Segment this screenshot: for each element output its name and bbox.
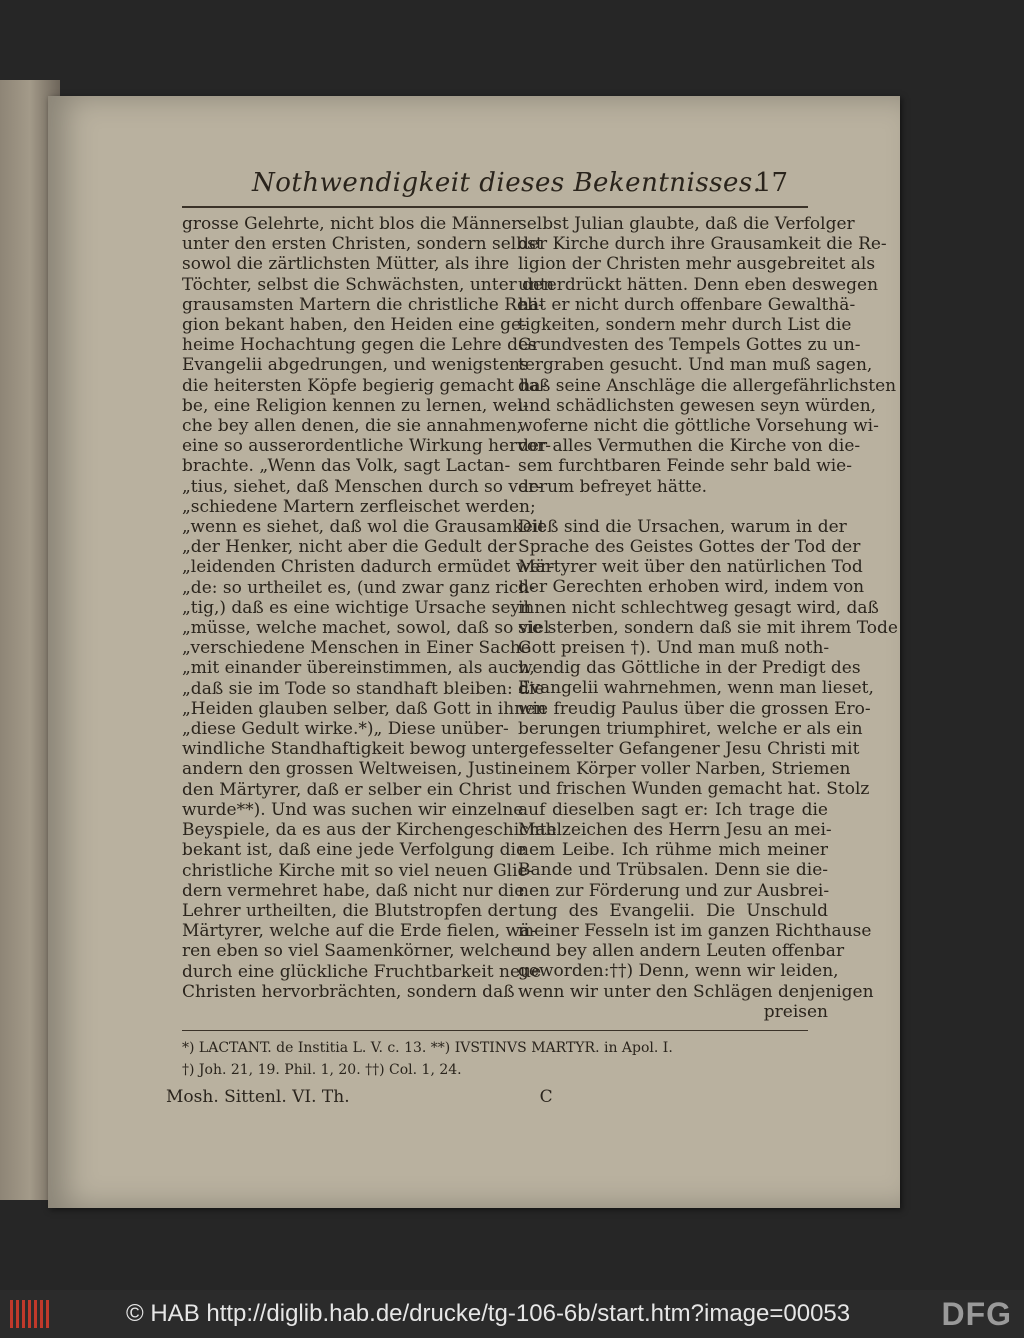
text-line: selbst Julian glaubte, daß die Verfolger (518, 214, 855, 234)
text-line: ligion der Christen mehr ausgebreitet als (518, 254, 876, 275)
paragraph-gap (518, 497, 828, 517)
text-line: che bey allen denen, die sie annahmen, (182, 416, 523, 437)
text-line: Gott preisen †). Und man muß noth- (518, 638, 830, 659)
text-line: und frischen Wunden gemacht hat. Stolz (518, 779, 870, 800)
text-line: berungen triumphiret, welche er als ein (518, 718, 863, 739)
hab-barcode-logo-icon (10, 1300, 50, 1328)
text-line: Mahlzeichen des Herrn Jesu an mei- (518, 819, 832, 840)
text-line: meiner Fesseln ist im ganzen Richthause (518, 920, 872, 941)
right-column-paragraph-2 (518, 516, 898, 1002)
text-line: heime Hochachtung gegen die Lehre des (182, 335, 537, 356)
text-line: Evangelii wahrnehmen, wenn man lieset, (518, 678, 874, 699)
text-line: Töchter, selbst die Schwächsten, unter den (182, 274, 555, 295)
text-line: Bande und Trübsalen. Denn sie die- (518, 860, 828, 881)
text-line: sem furchtbaren Feinde sehr bald wie- (518, 456, 852, 477)
signature-left: Mosh. Sittenl. VI. Th. (166, 1086, 350, 1107)
text-line: bekant ist, daß eine jede Verfolgung die (182, 840, 527, 861)
page-content (118, 166, 898, 1107)
text-line: hat er nicht durch offenbare Gewalthä- (518, 294, 856, 315)
book-page (48, 96, 900, 1208)
text-line: „tig,) daß es eine wichtige Ursache seyn (182, 597, 531, 618)
text-line: Märtyrer, welche auf die Erde fielen, wä- (182, 921, 536, 942)
text-line: ren eben so viel Saamenkörner, welche (182, 941, 521, 962)
text-line: „tius, siehet, daß Menschen durch so ver- (182, 476, 542, 497)
text-line: „der Henker, nicht aber die Gedult der (182, 537, 517, 558)
text-line: tigkeiten, sondern mehr durch List die (518, 315, 852, 336)
text-line: wurde**). Und was suchen wir einzelne (182, 799, 524, 820)
text-line: tergraben gesucht. Und man muß sagen, (518, 355, 873, 376)
right-column (518, 214, 898, 1022)
signature-mark: C (539, 1086, 553, 1107)
running-head (182, 166, 808, 208)
left-column (182, 214, 557, 1022)
text-line: daß seine Anschläge die allergefährlichsten (518, 375, 897, 396)
text-line: „daß sie im Tode so standhaft bleiben: die (182, 678, 545, 699)
text-line: wie freudig Paulus über die grossen Ero- (518, 698, 871, 719)
text-line: und schädlichsten gewesen seyn würden, (518, 395, 877, 416)
text-line: „diese Gedult wirke.*)„ Diese unüber- (182, 719, 509, 740)
text-line: durch eine glückliche Fruchtbarkeit neue (182, 961, 542, 982)
text-line: wenn wir unter den Schlägen denjenigen (518, 981, 874, 1002)
text-line: grausamsten Martern die christliche Reli- (182, 294, 544, 315)
text-line: Märtyrer weit über den natürlichen Tod (518, 557, 863, 578)
footer-bar (0, 1290, 1024, 1338)
text-line: nen zur Förderung und zur Ausbrei- (518, 880, 830, 901)
text-line: christliche Kirche mit so viel neuen Glie- (182, 860, 534, 881)
text-line: derum befreyet hätte. (518, 476, 708, 497)
text-line: unterdrückt hätten. Denn eben deswegen (518, 274, 879, 295)
footnote-line: †) Joh. 21, 19. Phil. 1, 20. ††) Col. 1, 24. (182, 1061, 462, 1078)
text-line: der alles Vermuthen die Kirche von die- (518, 436, 861, 457)
text-line: Lehrer urtheilten, die Blutstropfen der (182, 900, 517, 921)
text-line: „wenn es siehet, daß wol die Grausamkeit (182, 517, 546, 538)
text-line: wendig das Göttliche in der Predigt des (518, 658, 861, 679)
text-line: ihnen nicht schlechtweg gesagt wird, daß (518, 597, 879, 618)
text-line: be, eine Religion kennen zu lernen, wel- (182, 395, 529, 416)
text-line: gion bekant haben, den Heiden eine ge- (182, 315, 527, 336)
text-line: nem Leibe. Ich rühme mich meiner (518, 840, 828, 861)
text-line: eine so ausserordentliche Wirkung hervor- (182, 436, 551, 457)
dfg-logo: DFG (941, 1296, 1012, 1332)
signature-line (166, 1087, 808, 1107)
page-number: 17 (754, 168, 788, 198)
text-line: die heitersten Köpfe begierig gemacht ha- (182, 375, 547, 396)
text-line: Christen hervorbrächten, sondern daß (182, 981, 515, 1002)
copyright-url[interactable]: © HAB http://diglib.hab.de/drucke/tg-106-6b/start.htm?image=00053 (126, 1300, 851, 1327)
text-line: geworden:††) Denn, wenn wir leiden, (518, 961, 839, 982)
text-line: brachte. „Wenn das Volk, sagt Lactan- (182, 456, 511, 477)
text-line: gefesselter Gefangener Jesu Christi mit (518, 739, 860, 760)
text-line: „Heiden glauben selber, daß Gott in ihnen (182, 698, 547, 719)
text-line: unter den ersten Christen, sondern selbst (182, 234, 543, 255)
text-line: sie sterben, sondern daß sie mit ihrem Tode (518, 617, 898, 638)
text-line: und bey allen andern Leuten offenbar (518, 941, 845, 962)
text-line: auf dieselben sagt er: Ich trage die (518, 799, 828, 820)
footnote-line: *) LACTANT. de Institia L. V. c. 13. **) IVSTINVS MARTYR. in Apol. I. (182, 1039, 673, 1056)
text-line: windliche Standhaftigkeit bewog unter (182, 739, 519, 760)
text-line: Grundvesten des Tempels Gottes zu un- (518, 335, 861, 356)
text-line: Evangelii abgedrungen, und wenigstens (182, 355, 529, 376)
text-line: der Gerechten erhoben wird, indem von (518, 577, 865, 598)
running-title: Nothwendigkeit dieses Bekentnisses. (252, 168, 762, 198)
text-line: „verschiedene Menschen in Einer Sache (182, 638, 531, 659)
text-line: dern vermehret habe, daß nicht nur die (182, 880, 525, 901)
text-columns (182, 214, 898, 1022)
footnotes (182, 1030, 808, 1081)
text-line: grosse Gelehrte, nicht blos die Männer (182, 214, 520, 234)
text-line: Beyspiele, da es aus der Kirchengeschichte (182, 820, 557, 841)
text-line: „schiedene Martern zerfleischet werden; (182, 496, 536, 517)
text-line: Sprache des Geistes Gottes der Tod der (518, 537, 861, 558)
text-line: andern den grossen Weltweisen, Justin (182, 759, 518, 780)
text-line: sowol die zärtlichsten Mütter, als ihre (182, 254, 510, 275)
right-column-paragraph-1 (518, 214, 897, 497)
text-line: woferne nicht die göttliche Vorsehung wi- (518, 416, 879, 437)
text-line: „de: so urtheilet es, (und zwar ganz rich- (182, 577, 536, 598)
text-line: „müsse, welche machet, sowol, daß so viel (182, 618, 550, 639)
catchword: preisen (763, 1001, 828, 1022)
text-line: den Märtyrer, daß er selber ein Christ (182, 779, 512, 800)
text-line: „leidenden Christen dadurch ermüdet wer- (182, 557, 555, 578)
text-line: „mit einander übereinstimmen, als auch, (182, 658, 535, 679)
text-line: tung des Evangelii. Die Unschuld (518, 900, 828, 921)
text-line: Dieß sind die Ursachen, warum in der (518, 516, 847, 537)
text-line: der Kirche durch ihre Grausamkeit die Re- (518, 234, 887, 255)
text-line: einem Körper voller Narben, Striemen (518, 759, 851, 780)
